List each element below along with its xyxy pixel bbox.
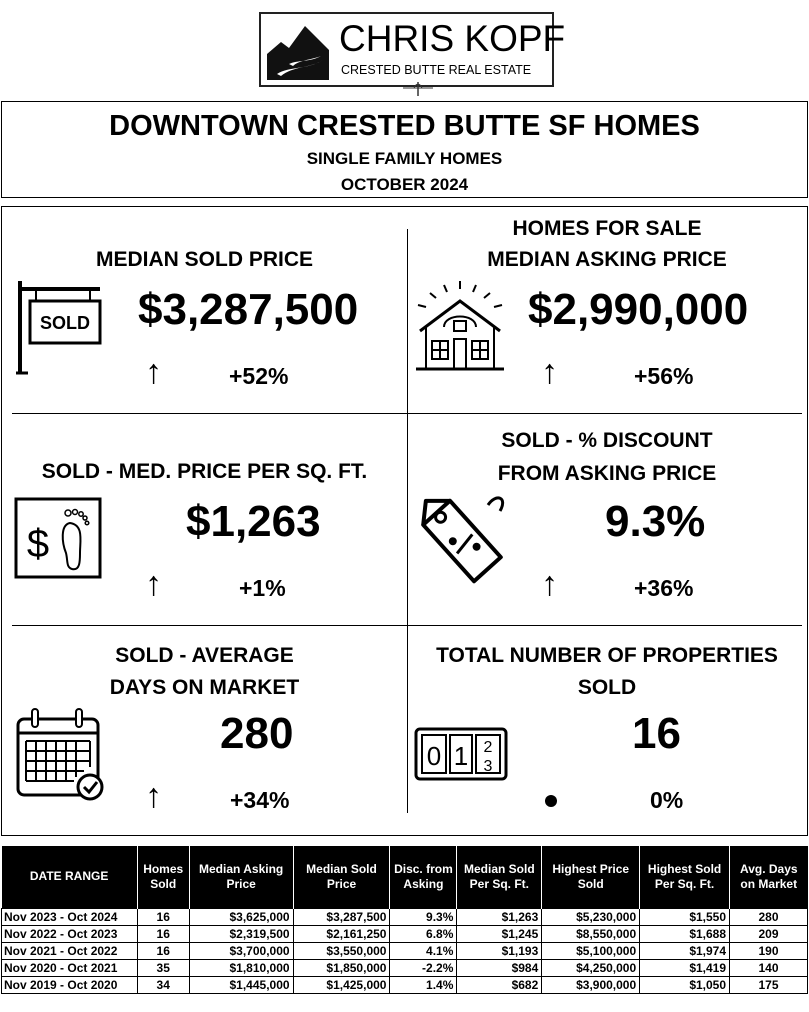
table-cell: $1,974 xyxy=(640,942,730,959)
kpi-label: SOLD xyxy=(577,676,637,699)
col-header: Median Sold Per Sq. Ft. xyxy=(457,846,542,908)
table-cell: 6.8% xyxy=(390,925,457,942)
kpi-label: SOLD - % DISCOUNT xyxy=(501,429,713,452)
table-row xyxy=(2,942,808,959)
table-cell: $3,700,000 xyxy=(189,942,293,959)
logo-subtitle: CRESTED BUTTE REAL ESTATE xyxy=(341,63,532,77)
brand-logo xyxy=(259,12,566,87)
mountain-logo-icon xyxy=(267,20,329,80)
kpi-label: TOTAL NUMBER OF PROPERTIES xyxy=(436,644,778,667)
table-cell: Nov 2019 - Oct 2020 xyxy=(2,976,138,993)
table-cell: $682 xyxy=(457,976,542,993)
table-row xyxy=(2,959,808,976)
table-cell: 209 xyxy=(730,925,808,942)
table-cell: $1,263 xyxy=(457,908,542,925)
kpi-label: SOLD - MED. PRICE PER SQ. FT. xyxy=(41,460,368,483)
table-cell: $3,287,500 xyxy=(293,908,390,925)
col-header: Highest Sold Per Sq. Ft. xyxy=(640,846,730,908)
dollar-footprint-icon xyxy=(14,497,102,579)
table-cell: 16 xyxy=(137,942,189,959)
sold-sign-icon xyxy=(14,279,106,375)
table-cell: 34 xyxy=(137,976,189,993)
report-date: OCTOBER 2024 xyxy=(340,175,469,194)
table-cell: $984 xyxy=(457,959,542,976)
table-cell: $5,100,000 xyxy=(542,942,640,959)
table-row xyxy=(2,925,808,942)
table-cell: $1,688 xyxy=(640,925,730,942)
kpi-value: $3,287,500 xyxy=(138,285,359,334)
counter-digit: 3 xyxy=(483,758,493,775)
table-cell: $1,419 xyxy=(640,959,730,976)
counter-digit: 0 xyxy=(426,741,442,771)
kpi-label: MEDIAN ASKING PRICE xyxy=(487,248,727,271)
col-header: Avg. Days on Market xyxy=(730,846,808,908)
col-header: Median Sold Price xyxy=(293,846,390,908)
kpi-change: +1% xyxy=(239,575,286,601)
col-header: Median Asking Price xyxy=(189,846,293,908)
table-cell: 9.3% xyxy=(390,908,457,925)
table-cell: $1,193 xyxy=(457,942,542,959)
kpi-label: DAYS ON MARKET xyxy=(109,676,300,699)
kpi-value: $2,990,000 xyxy=(528,285,749,334)
table-cell: 1.4% xyxy=(390,976,457,993)
table-cell: $3,900,000 xyxy=(542,976,640,993)
kpi-label: FROM ASKING PRICE xyxy=(497,462,717,485)
svg-text:$: $ xyxy=(26,522,50,566)
calendar-icon xyxy=(14,707,106,803)
table-cell: 280 xyxy=(730,908,808,925)
divider xyxy=(407,229,408,813)
counter-digit: 2 xyxy=(483,739,493,756)
kpi-value: 9.3% xyxy=(605,497,706,546)
table-cell: 190 xyxy=(730,942,808,959)
kpi-label: SOLD - AVERAGE xyxy=(115,644,294,667)
sold-sign-text: SOLD xyxy=(39,313,91,333)
table-cell: 140 xyxy=(730,959,808,976)
up-arrow-icon: ↑ xyxy=(541,565,558,603)
table-cell: $1,445,000 xyxy=(189,976,293,993)
kpi-change: +52% xyxy=(229,363,289,389)
kpi-label: MEDIAN SOLD PRICE xyxy=(95,248,313,271)
page-title: DOWNTOWN CRESTED BUTTE SF HOMES xyxy=(109,110,700,142)
table-cell: $1,810,000 xyxy=(189,959,293,976)
table-cell: 4.1% xyxy=(390,942,457,959)
table-cell: Nov 2023 - Oct 2024 xyxy=(2,908,138,925)
table-row xyxy=(2,908,808,925)
up-arrow-icon: ↑ xyxy=(145,777,162,815)
up-arrow-icon: ↑ xyxy=(145,353,162,391)
table-cell: Nov 2022 - Oct 2023 xyxy=(2,925,138,942)
table-cell: $2,319,500 xyxy=(189,925,293,942)
table-cell: 175 xyxy=(730,976,808,993)
kpi-value: $1,263 xyxy=(186,497,321,546)
table-cell: $1,245 xyxy=(457,925,542,942)
table-cell: Nov 2020 - Oct 2021 xyxy=(2,959,138,976)
table-cell: $4,250,000 xyxy=(542,959,640,976)
fly-icon xyxy=(401,80,435,98)
table-cell: $2,161,250 xyxy=(293,925,390,942)
kpi-change: 0% xyxy=(650,787,684,813)
discount-tag-icon xyxy=(414,489,510,589)
table-cell: 35 xyxy=(137,959,189,976)
table-cell: $1,050 xyxy=(640,976,730,993)
kpi-change: +36% xyxy=(634,575,694,601)
kpi-label: HOMES FOR SALE xyxy=(512,217,702,240)
table-cell: $5,230,000 xyxy=(542,908,640,925)
history-table xyxy=(1,846,808,994)
house-icon xyxy=(414,279,506,371)
table-header-row xyxy=(2,846,808,908)
table-row xyxy=(2,976,808,993)
col-header: Highest Price Sold xyxy=(542,846,640,908)
kpi-change: +34% xyxy=(230,787,290,813)
up-arrow-icon: ↑ xyxy=(541,353,558,391)
table-cell: 16 xyxy=(137,908,189,925)
kpi-value: 16 xyxy=(632,709,681,758)
col-header: Homes Sold xyxy=(137,846,189,908)
table-cell: $3,625,000 xyxy=(189,908,293,925)
up-arrow-icon: ↑ xyxy=(145,565,162,603)
kpi-change: +56% xyxy=(634,363,694,389)
counter-icon xyxy=(414,727,508,781)
col-header: DATE RANGE xyxy=(2,846,138,908)
table-cell: $1,850,000 xyxy=(293,959,390,976)
report-header xyxy=(1,101,808,198)
kpi-grid xyxy=(1,206,808,836)
logo-name: CHRIS KOPF xyxy=(339,18,566,59)
table-cell: $8,550,000 xyxy=(542,925,640,942)
table-cell: -2.2% xyxy=(390,959,457,976)
col-header: Disc. from Asking xyxy=(390,846,457,908)
table-cell: $1,550 xyxy=(640,908,730,925)
table-cell: Nov 2021 - Oct 2022 xyxy=(2,942,138,959)
flat-dot-icon xyxy=(545,795,557,807)
table-cell: $1,425,000 xyxy=(293,976,390,993)
counter-digit: 1 xyxy=(453,741,469,771)
kpi-value: 280 xyxy=(220,709,294,758)
table-cell: $3,550,000 xyxy=(293,942,390,959)
table-cell: 16 xyxy=(137,925,189,942)
page-subtitle: SINGLE FAMILY HOMES xyxy=(306,149,503,168)
